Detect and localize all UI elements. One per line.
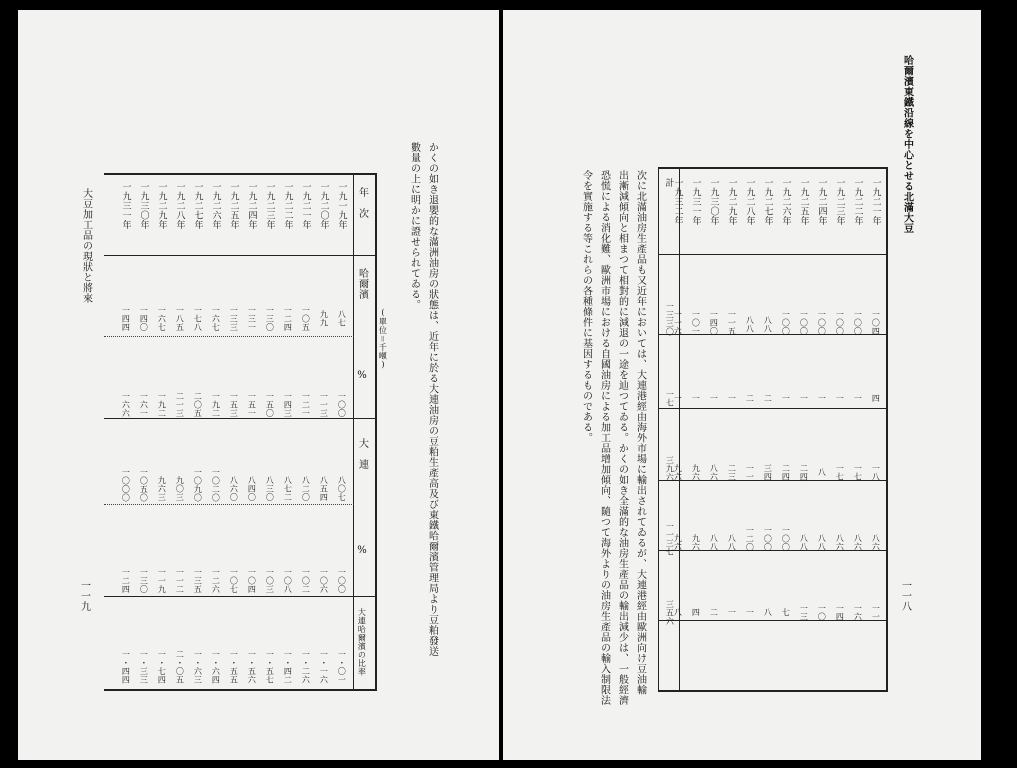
col4-value: 八六 [835, 534, 845, 551]
col3-total: 三九六 [665, 456, 675, 482]
unit-note: (單位＝千噸) [378, 308, 388, 370]
harbin-pct-value: 二〇五 [193, 392, 203, 418]
ratio-value: 一・六三 [193, 650, 203, 684]
col2-value: 一 [709, 394, 719, 403]
year-label: 一九二六年 [780, 178, 791, 226]
table-title: 哈爾濱東鐵沿線を中心とせる北滿大豆 [901, 55, 913, 234]
harbin-value: 一六七 [211, 306, 221, 332]
col3-value: 八六 [709, 464, 719, 481]
ratio-value: 一・五六 [247, 650, 257, 684]
table-year-rule [104, 255, 377, 256]
table-bottom-rule [658, 690, 888, 692]
col4-total: 一一三七 [665, 522, 675, 556]
table-header-rule [353, 173, 354, 691]
col2-value: 二 [745, 394, 755, 403]
col1-value: 八八 [745, 316, 755, 333]
left-page [18, 10, 499, 760]
col4-value: 一〇〇 [763, 526, 773, 552]
dalian-value: 八七二 [283, 476, 293, 502]
harbin-pct-value: 一〇〇 [337, 392, 347, 418]
harbin-pct-value: 一九二 [157, 392, 167, 418]
col1-value: 八八 [763, 316, 773, 333]
col4-value: 九六 [691, 534, 701, 551]
col5-value: 一四 [835, 604, 845, 621]
dalian-pct-value: 一二四 [121, 568, 131, 594]
dalian-pct-value: 一一二 [175, 568, 185, 594]
ratio-value: 一・五五 [229, 650, 239, 684]
ratio-value: 一・五七 [265, 650, 275, 684]
ratio-value: 一・六四 [211, 650, 221, 684]
col4-value: 八八 [709, 534, 719, 551]
paragraph-line-2: 出漸減傾向と相まつて相對的に減退の一途を辿つてゐる。かくの如き全滿的な油房生產品の輸出減少は、一般經濟 [616, 170, 628, 706]
paragraph-line-2: 數量の上に明かに證せられてゐる。 [408, 142, 420, 310]
harbin-value: 一三〇 [265, 306, 275, 332]
dalian-value: 八〇七 [337, 476, 347, 502]
year-rule [658, 254, 888, 255]
year-label: 一九二九年 [156, 182, 167, 230]
dalian-pct-value: 一〇七 [229, 568, 239, 594]
col3-value: 九六 [691, 464, 701, 481]
year-label: 一九一九年 [336, 182, 347, 230]
harbin-value: 一〇五 [301, 306, 311, 332]
col3-value: 一八 [871, 464, 881, 481]
col3-value: 二三 [727, 464, 737, 481]
harbin-value: 一四〇 [139, 306, 149, 332]
col1-value: 一一六 [673, 310, 683, 336]
col5-value: 一 [745, 608, 755, 617]
harbin-value: 一七八 [193, 306, 203, 332]
dalian-value: 九〇三 [175, 476, 185, 502]
col4-value: 八六 [871, 534, 881, 551]
year-label: 一九二一年 [870, 178, 881, 226]
ratio-value: 一・七四 [157, 650, 167, 684]
col3-value: 三四 [763, 464, 773, 481]
col5-value: 一〇 [817, 604, 827, 621]
harbin-value: 一三一 [247, 306, 257, 332]
dalian-value: 八二〇 [301, 476, 311, 502]
dalian-pct-value: 一三〇 [139, 568, 149, 594]
harbin-value: 一二四 [283, 306, 293, 332]
col5-value: 四 [691, 608, 701, 617]
year-label: 一九二八年 [744, 178, 755, 226]
table-right-rule [375, 173, 377, 691]
year-label: 一九二〇年 [318, 182, 329, 230]
col3-value: 一七 [853, 464, 863, 481]
col2-value: 一 [691, 394, 701, 403]
harbin-pct-value: 一一三 [319, 392, 329, 418]
col5-value: 一一 [871, 604, 881, 621]
harbin-value: 一八五 [175, 306, 185, 332]
col2-total: 一七 [665, 390, 675, 407]
harbin-pct-value: 一九二 [211, 392, 221, 418]
harbin-value: 九九 [319, 310, 329, 327]
year-label: 一九二七年 [762, 178, 773, 226]
harbin-pct-value: 一二一 [301, 392, 311, 418]
harbin-pct-value: 一四三 [283, 392, 293, 418]
harbin-pct-value: 一六一 [139, 392, 149, 418]
col3-value: 一七 [835, 464, 845, 481]
harbin-pct-value: 一五一 [247, 392, 257, 418]
col-sep-4 [104, 596, 377, 597]
year-label: 一九二一年 [300, 182, 311, 230]
dalian-pct-value: 一〇四 [247, 568, 257, 594]
col2-value: 一 [673, 394, 683, 403]
col5-value: 二 [709, 608, 719, 617]
table-right-rule [886, 167, 888, 692]
col5-value: 一三 [799, 604, 809, 621]
col4-value: 一二〇 [745, 526, 755, 552]
year-label: 一九二二年 [282, 182, 293, 230]
dalian-pct-value: 一〇三 [265, 568, 275, 594]
col4-value: 八六 [853, 534, 863, 551]
year-label: 一九二四年 [816, 178, 827, 226]
col1-value: 一〇四 [871, 310, 881, 336]
col3-value: 二四 [799, 464, 809, 481]
dalian-pct-value: 一一九 [157, 568, 167, 594]
col3-value: 九六 [673, 464, 683, 481]
col4-value: 八八 [727, 534, 737, 551]
dalian-value: 一〇五〇 [139, 468, 149, 502]
running-title: 大豆加工品の現狀と將來 [80, 188, 92, 304]
col4-value: 八八 [799, 534, 809, 551]
dalian-value: 九六三 [157, 476, 167, 502]
header-dalian-pct: % [356, 545, 368, 557]
year-label: 一九二六年 [210, 182, 221, 230]
col5-value: 八 [673, 608, 683, 617]
harbin-pct-value: 一五〇 [265, 392, 275, 418]
dalian-value: 八六〇 [229, 476, 239, 502]
col-sep-2 [104, 418, 377, 419]
col2-value: 一 [799, 394, 809, 403]
ratio-value: 一・一六 [319, 650, 329, 684]
dalian-pct-value: 一三五 [193, 568, 203, 594]
col2-value: 一 [835, 394, 845, 403]
col5-value: 一六 [853, 604, 863, 621]
col1-value: 一〇〇 [799, 310, 809, 336]
right-page [503, 10, 981, 760]
dalian-pct-value: 一〇〇 [337, 568, 347, 594]
paragraph-line-1: かくの如き退嬰的な滿洲油房の狀態は、近年に於る大連油房の豆粕生產高及び東鐵哈爾濱管理局より豆粕發送 [426, 142, 438, 657]
ratio-value: 一・二六 [301, 650, 311, 684]
col4-value: 九六 [673, 534, 683, 551]
col2-value: 一 [727, 394, 737, 403]
col5-value: 一 [727, 608, 737, 617]
table-top-rule [658, 167, 888, 169]
dalian-pct-value: 一〇六 [319, 568, 329, 594]
year-label: 一九二五年 [228, 182, 239, 230]
year-label: 一九三一年 [690, 178, 701, 226]
header-year: 年 次 [356, 187, 368, 219]
year-label: 一九二二年 [852, 178, 863, 226]
year-label: 一九二五年 [798, 178, 809, 226]
dalian-value: 一〇二〇 [211, 468, 221, 502]
col5-total: 三五六 [665, 600, 675, 626]
col4-value: 一〇〇 [781, 526, 791, 552]
col1-value: 一一五 [727, 310, 737, 336]
col2-value: 一 [853, 394, 863, 403]
col1-value: 一四〇 [709, 310, 719, 336]
header-ratio: 大連哈爾濱の比率 [357, 608, 367, 676]
col2-value: 二 [763, 394, 773, 403]
harbin-value: 一三三 [229, 306, 239, 332]
col3-value: 一一 [745, 464, 755, 481]
col1-value: 一〇〇 [853, 310, 863, 336]
col5-value: 八 [763, 608, 773, 617]
year-label: 一九二三年 [834, 178, 845, 226]
col5-value: 七 [781, 608, 791, 617]
year-label: 一九二四年 [246, 182, 257, 230]
col4-value: 八八 [817, 534, 827, 551]
ratio-value: 一・四二 [283, 650, 293, 684]
year-label: 一九三一年 [120, 182, 131, 230]
dalian-value: 一〇九〇 [193, 468, 203, 502]
dalian-value: 八三〇 [265, 476, 275, 502]
harbin-value: 一四四 [121, 306, 131, 332]
paragraph-line-1: 次に北滿油房生產品も又近年においては、大連港經由海外市場に輸出されてゐるが、大連港經由歐洲向け豆油輸 [634, 170, 646, 695]
col1-value: 一〇〇 [781, 310, 791, 336]
paragraph-line-4: 令を實施する等これらの各種條件に基因するものである。 [580, 170, 592, 443]
col2-value: 一 [781, 394, 791, 403]
col3-value: 八 [817, 468, 827, 477]
dalian-value: 八四〇 [247, 476, 257, 502]
dalian-pct-value: 一〇二 [301, 568, 311, 594]
harbin-pct-value: 二一三 [175, 392, 185, 418]
ratio-value: 二・〇五 [175, 650, 185, 684]
dalian-value: 八五四 [319, 476, 329, 502]
harbin-pct-value: 一六六 [121, 392, 131, 418]
col1-total: 一三三〇 [665, 302, 675, 336]
header-harbin: 哈爾濱 [356, 268, 368, 300]
col2-value: 四 [871, 394, 881, 403]
dalian-pct-value: 一二六 [211, 568, 221, 594]
year-label: 一九二九年 [726, 178, 737, 226]
header-harbin-pct: % [356, 370, 368, 382]
table-left-rule [658, 167, 659, 692]
ratio-value: 一・三三 [139, 650, 149, 684]
col3-value: 二四 [781, 464, 791, 481]
year-label: 一九二七年 [192, 182, 203, 230]
harbin-value: 一六七 [157, 306, 167, 332]
year-label: 一九三二年 [672, 178, 683, 226]
col-rule-2 [658, 408, 888, 409]
ratio-value: 一・四四 [121, 650, 131, 684]
col1-value: 一〇〇 [817, 310, 827, 336]
col1-value: 一〇〇 [835, 310, 845, 336]
paragraph-line-3: 恐慌による消化難、歐洲市場における自國油房による加工品增加傾向、隨つて海外よりの油房生產品の輸入制限法 [598, 170, 610, 706]
col-sep-3 [104, 504, 354, 505]
header-dalian: 大 連 [356, 438, 368, 470]
harbin-value: 八七 [337, 310, 347, 327]
col2-value: 一 [817, 394, 827, 403]
year-label: 一九三〇年 [708, 178, 719, 226]
col1-value: 一〇一 [691, 310, 701, 336]
year-label: 一九二八年 [174, 182, 185, 230]
table-top-rule [104, 173, 377, 175]
total-label: 計 [663, 178, 674, 188]
harbin-pct-value: 一五三 [229, 392, 239, 418]
col-sep-1 [104, 336, 354, 337]
ratio-value: 一・〇一 [337, 650, 347, 684]
page-number: 一一九 [78, 580, 90, 612]
dalian-value: 一〇〇〇 [121, 468, 131, 502]
page-number: 一一八 [899, 580, 911, 612]
year-label: 一九三〇年 [138, 182, 149, 230]
table-bottom-rule [104, 689, 377, 691]
dalian-pct-value: 一〇八 [283, 568, 293, 594]
year-label: 一九二三年 [264, 182, 275, 230]
